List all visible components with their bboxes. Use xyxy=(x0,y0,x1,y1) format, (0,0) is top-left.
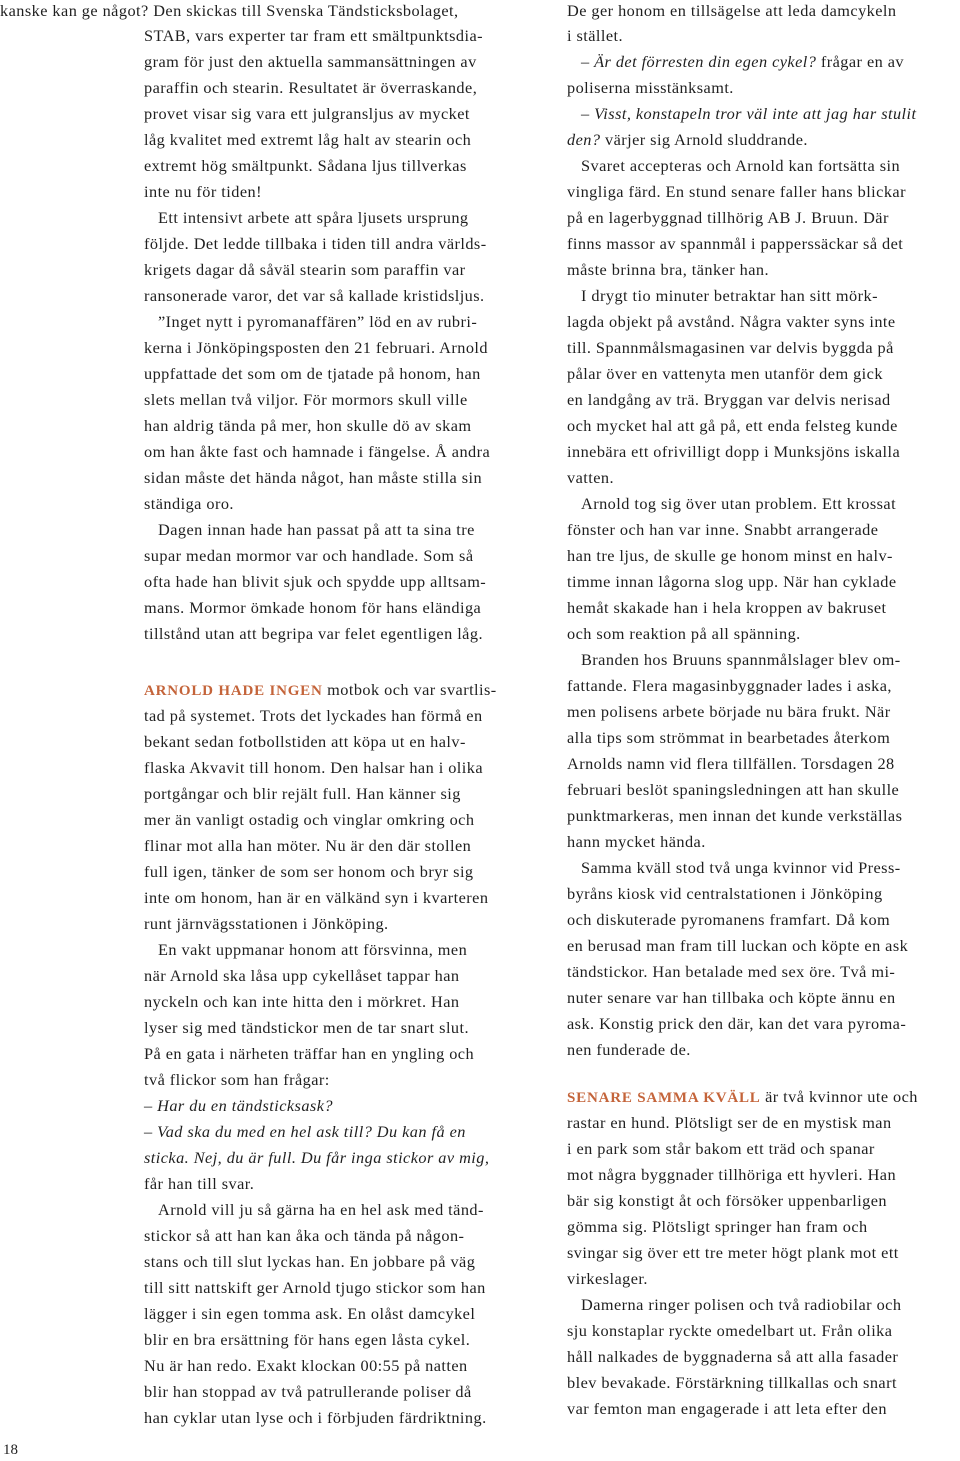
text-line: på en lagerbyggnad tillhörig AB J. Bruun. Där xyxy=(567,208,889,227)
dialogue-italic: den? xyxy=(567,130,601,149)
text-line: måste brinna bra, tänker han. xyxy=(567,260,770,279)
text-line: tändstickor. Han betalade med sex öre. Två mi- xyxy=(567,962,896,981)
text-line: tillstånd utan att begripa var felet egentligen låg. xyxy=(144,624,483,643)
dialogue-dash: – xyxy=(144,1122,158,1141)
text-line: mot några byggnader tillhöriga ett hyvleri. Han xyxy=(567,1165,897,1184)
text-line xyxy=(144,1121,466,1147)
text-line: sju konstaplar ryckte omedelbart ut. Från olika xyxy=(567,1321,893,1340)
dialogue-italic: Visst, konstapeln tror väl inte att jag har stulit xyxy=(594,104,917,123)
text-line: bekant sedan fotbollstiden att köpa ut en halv- xyxy=(144,732,466,751)
section-lead-in: ARNOLD HADE INGEN xyxy=(144,683,323,699)
text-line: håll nalkades de byggnaderna så att alla fasader xyxy=(567,1347,899,1366)
text-segment: är två kvinnor ute och xyxy=(760,1087,918,1106)
text-line xyxy=(581,51,904,77)
text-line: Svaret accepteras och Arnold kan fortsätta sin xyxy=(581,156,901,175)
text-line: vingliga färd. En stund senare faller hans blickar xyxy=(567,182,906,201)
text-line: inte nu för tiden! xyxy=(144,182,262,201)
text-line: han tre ljus, de skulle ge honom minst en halv- xyxy=(567,546,893,565)
text-line: innebära ett ofrivilligt dopp i Munksjöns iskalla xyxy=(567,442,901,461)
text-line xyxy=(144,1095,333,1121)
text-line: han aldrig tända på mer, hon skulle dö av skam xyxy=(144,416,472,435)
text-line xyxy=(144,1147,489,1173)
text-line: hemåt skakade han i hela kroppen av bakruset xyxy=(567,598,887,617)
text-line: extremt hög smältpunkt. Sådana ljus tillverkas xyxy=(144,156,467,175)
text-line: De ger honom en tillsägelse att leda damcykeln xyxy=(567,1,897,20)
text-line: men polisens arbete började nu bära frukt. När xyxy=(567,702,891,721)
section-lead-in: SENARE SAMMA KVÄLL xyxy=(567,1090,761,1106)
text-line: när Arnold ska låsa upp cykellåset tappar han xyxy=(144,966,460,985)
text-line: timme innan lågorna slog upp. När han cyklade xyxy=(567,572,897,591)
text-line: På en gata i närheten träffar han en yngling och xyxy=(144,1044,475,1063)
text-line: Dagen innan hade han passat på att ta sina tre xyxy=(158,520,475,539)
text-line: om han åkte fast och hamnade i fängelse. Å andra xyxy=(144,442,491,461)
text-line: flaska Akvavit till honom. Den halsar han i olika xyxy=(144,758,484,777)
text-line: gram för just den aktuella sammansättningen av xyxy=(144,52,477,71)
text-line: runt järnvägsstationen i Jönköping. xyxy=(144,914,389,933)
text-line: kerna i Jönköpingsposten den 21 februari. Arnold xyxy=(144,338,488,357)
text-line: krigets dagar då såväl stearin som paraffin var xyxy=(144,260,466,279)
text-line: inte om honom, han är en välkänd syn i kvarteren xyxy=(144,888,489,907)
text-line: bär sig konstigt åt och försöker uppenbarligen xyxy=(567,1191,888,1210)
page-number: 18 xyxy=(3,1442,18,1458)
text-line: paraffin och stearin. Resultatet är överraskande, xyxy=(144,78,478,97)
text-line: ask. Konstig prick den där, kan det vara pyroma- xyxy=(567,1014,907,1033)
text-line xyxy=(144,679,497,705)
text-line: uppfattade det som om de tjatade på honom, han xyxy=(144,364,481,383)
text-line: Ett intensivt arbete att spåra ljusets ursprung xyxy=(158,208,469,227)
text-line: ofta hade han blivit sjuk och spydde upp alltsam- xyxy=(144,572,487,591)
text-line: mans. Mormor ömkade honom för hans eländiga xyxy=(144,598,482,617)
text-line: STAB, vars experter tar fram ett smältpunktsdia- xyxy=(144,26,484,45)
text-line: provet visar sig vara ett julgransljus av mycket xyxy=(144,104,470,123)
text-line: blir en bra ersättning för hans egen låsta cykel. xyxy=(144,1330,471,1349)
text-line: och mycket hal att gå på, ett enda felsteg kunde xyxy=(567,416,898,435)
text-line xyxy=(581,103,916,129)
text-line: kanske kan ge något? Den skickas till Svenska Tändsticksbolaget, xyxy=(0,1,459,20)
text-line: följde. Det ledde tillbaka i tiden till andra världs- xyxy=(144,234,487,253)
text-line: I drygt tio minuter betraktar han sitt mörk- xyxy=(581,286,878,305)
text-line: En vakt uppmanar honom att försvinna, men xyxy=(158,940,468,959)
text-line: full igen, tänker de som ser honom och bryr sig xyxy=(144,862,474,881)
text-line: svingar sig över ett tre meter högt plank mot ett xyxy=(567,1243,899,1262)
text-line: mer än vanligt ostadig och vinglar omkring och xyxy=(144,810,475,829)
text-line: Arnold vill ju så gärna ha en hel ask med tänd- xyxy=(158,1200,484,1219)
dialogue-italic: sticka. Nej, du är full. Du får inga stickor av mig, xyxy=(144,1148,490,1167)
text-line: blir han stoppad av två patrullerande poliser då xyxy=(144,1382,472,1401)
text-line: två flickor som han frågar: xyxy=(144,1070,330,1089)
text-line: får han till svar. xyxy=(144,1174,255,1193)
text-line: stans och till slut lyckas han. En jobbare på väg xyxy=(144,1252,476,1271)
text-line: Nu är han redo. Exakt klockan 00:55 på natten xyxy=(144,1356,468,1375)
text-segment: motbok och var svartlis- xyxy=(322,680,497,699)
text-line: stickor så att han kan åka och tända på någon- xyxy=(144,1226,465,1245)
dialogue-italic: Har du en tändsticksask? xyxy=(157,1096,333,1115)
text-line: fönster och han var inne. Snabbt arrangerade xyxy=(567,520,879,539)
text-line: fattande. Flera magasinbyggnader lades i aska, xyxy=(567,676,892,695)
text-line: gömma sig. Plötsligt springer han fram och xyxy=(567,1217,868,1236)
text-line: Branden hos Bruuns spannmålslager blev om- xyxy=(581,650,901,669)
text-line: i en park som står bakom ett träd och spanar xyxy=(567,1139,875,1158)
text-line: blev bevakade. Förstärkning tillkallas och snart xyxy=(567,1373,897,1392)
text-line: låg kvalitet med extremt låg halt av stearin och xyxy=(144,130,472,149)
text-line: lagda objekt på avstånd. Några vakter syns inte xyxy=(567,312,896,331)
text-line: portgångar och blir rejält full. Han känner sig xyxy=(144,784,461,803)
text-line: slets mellan två viljor. För mormors skull ville xyxy=(144,390,468,409)
text-line: en berusad man fram till luckan och köpte en ask xyxy=(567,936,909,955)
text-line xyxy=(567,129,808,155)
text-line: nyckeln och kan inte hitta den i mörkret. Han xyxy=(144,992,460,1011)
text-line: poliserna misstänksamt. xyxy=(567,78,734,97)
text-line: vatten. xyxy=(567,468,615,487)
dialogue-italic: Är det förresten din egen cykel? xyxy=(594,52,817,71)
text-line: lyser sig med tändstickor men de tar snart slut. xyxy=(144,1018,469,1037)
text-line: ”Inget nytt i pyromanaffären” löd en av rubri- xyxy=(158,312,478,331)
text-segment: värjer sig Arnold sluddrande. xyxy=(600,130,808,149)
text-line: alla tips som strömmat in bearbetades återkom xyxy=(567,728,891,747)
dialogue-dash: – xyxy=(581,104,595,123)
text-line: sidan måste det hända något, han måste stilla sin xyxy=(144,468,483,487)
text-line: till sitt nattskift ger Arnold tjugo stickor som han xyxy=(144,1278,486,1297)
text-line: virkeslager. xyxy=(567,1269,648,1288)
text-line: supar medan mormor var och handlade. Som så xyxy=(144,546,474,565)
text-line: pålar över en vattenyta men utanför dem gick xyxy=(567,364,883,383)
text-line: och som reaktion på all spänning. xyxy=(567,624,801,643)
text-line: tad på systemet. Trots det lyckades han förmå en xyxy=(144,706,483,725)
text-line: till. Spannmålsmagasinen var delvis byggda på xyxy=(567,338,894,357)
text-line: Samma kväll stod två unga kvinnor vid Press- xyxy=(581,858,901,877)
text-line: februari beslöt spaningsledningen att han skulle xyxy=(567,780,900,799)
text-line: i stället. xyxy=(567,26,624,45)
text-line: flinar mot alla han möter. Nu är den där stollen xyxy=(144,836,472,855)
text-line: Damerna ringer polisen och två radiobilar och xyxy=(581,1295,902,1314)
text-line: en landgång av trä. Bryggan var delvis nerisad xyxy=(567,390,891,409)
dialogue-dash: – xyxy=(581,52,595,71)
text-line: byråns kiosk vid centralstationen i Jönköping xyxy=(567,884,883,903)
text-line: Arnolds namn vid flera tillfällen. Torsdagen 28 xyxy=(567,754,895,773)
text-line: Arnold tog sig över utan problem. Ett krossat xyxy=(581,494,897,513)
text-line: var femton man engagerade i att leta efter den xyxy=(567,1399,887,1418)
text-line: lägger i sin egen tomma ask. En olåst damcykel xyxy=(144,1304,476,1323)
text-line: och diskuterade pyromanens framfart. Då kom xyxy=(567,910,891,929)
text-line: nen funderade de. xyxy=(567,1040,691,1059)
text-line: punktmarkeras, men innan det kunde verkställas xyxy=(567,806,903,825)
text-line: finns massor av spannmål i papperssäckar så det xyxy=(567,234,904,253)
text-segment: frågar en av xyxy=(816,52,904,71)
text-line: ransonerade varor, det var så kallade kristidsljus. xyxy=(144,286,485,305)
text-line: rastar en hund. Plötsligt ser de en mystisk man xyxy=(567,1113,892,1132)
text-line xyxy=(567,1086,918,1112)
text-line: hann mycket hända. xyxy=(567,832,706,851)
text-line: ständiga oro. xyxy=(144,494,234,513)
text-line: han cyklar utan lyse och i förbjuden färdriktning. xyxy=(144,1408,487,1427)
dialogue-dash: – xyxy=(144,1096,158,1115)
dialogue-italic: Vad ska du med en hel ask till? Du kan få en xyxy=(157,1122,466,1141)
text-line: nuter senare var han tillbaka och köpte ännu en xyxy=(567,988,896,1007)
